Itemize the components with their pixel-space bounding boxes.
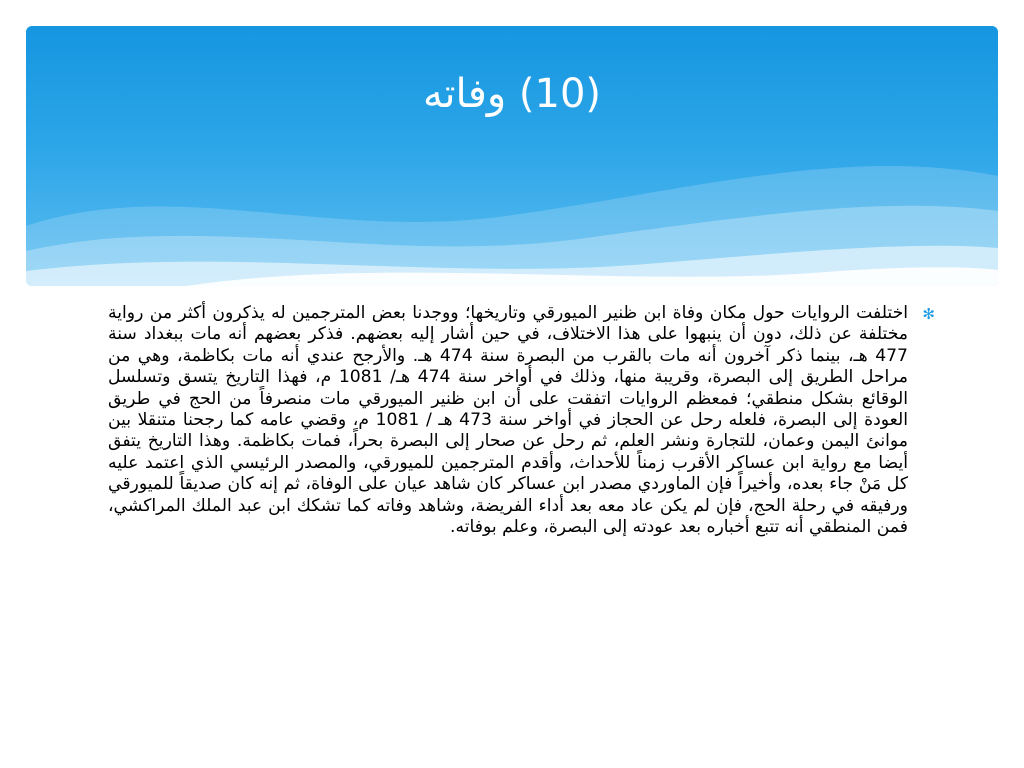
wave-decoration xyxy=(26,26,998,286)
content-area xyxy=(108,303,935,723)
body-paragraph: اختلفت الروايات حول مكان وفاة ابن ظنير الميورقي وتاريخها؛ ووجدنا بعض المترجمين له يذكرون أكثر من رواية مختلفة عن ذلك، دون أن ينبهوا على هذا الاختلاف، في حين أشار إليه بعضهم. فذكر بعضهم أنه مات ببغداد سنة 477 هـ، بينما ذكر آخرون أنه مات بالقرب من البصرة سنة 474 هـ. والأرجح عندي أنه مات بكاظمة، وهي من مراحل الطريق إلى البصرة، وقريبة منها، وذلك في أواخر سنة 474 هـ/ 1081 م، فهذا التاريخ يتسق وتسلسل الوقائع بشكل منطقي؛ فمعظم الروايات اتفقت على أن ابن ظنير الميورقي مات منصرفاً من الحج في طريق العودة إلى البصرة، فلعله رحل عن الحجاز في أواخر سنة 473 هـ / 1081 م، وقضي عامه كما رجحنا متنقلا بين موانئ اليمن وعمان، للتجارة ونشر العلم، ثم رحل عن صحار إلى البصرة بحراً، فمات بكاظمة. وهذا التاريخ يتفق أيضا مع رواية ابن عساكر الأقرب زمناً للأحداث، وأقدم المترجمين للميورقي، والمصدر الرئيسي الذي اعتمد عليه كل مَنْ جاء بعده، وأخيراً فإن الماوردي مصدر ابن عساكر كان شاهد عيان على الوفاة، ثم إنه كان صديقاً للميورقي ورفيقه في رحلة الحج، فإن لم يكن عاد معه بعد أداء الفريضة، وشاهد وفاته كما تشكك ابن عبد الملك المراكشي، فمن المنطقي أنه تتبع أخباره بعد عودته إلى البصرة، وعلم بوفاته. xyxy=(108,303,908,538)
slide-title: (10) وفاته xyxy=(422,71,602,117)
title-banner xyxy=(26,26,998,286)
bullet-star-icon: ✻ xyxy=(922,305,935,323)
